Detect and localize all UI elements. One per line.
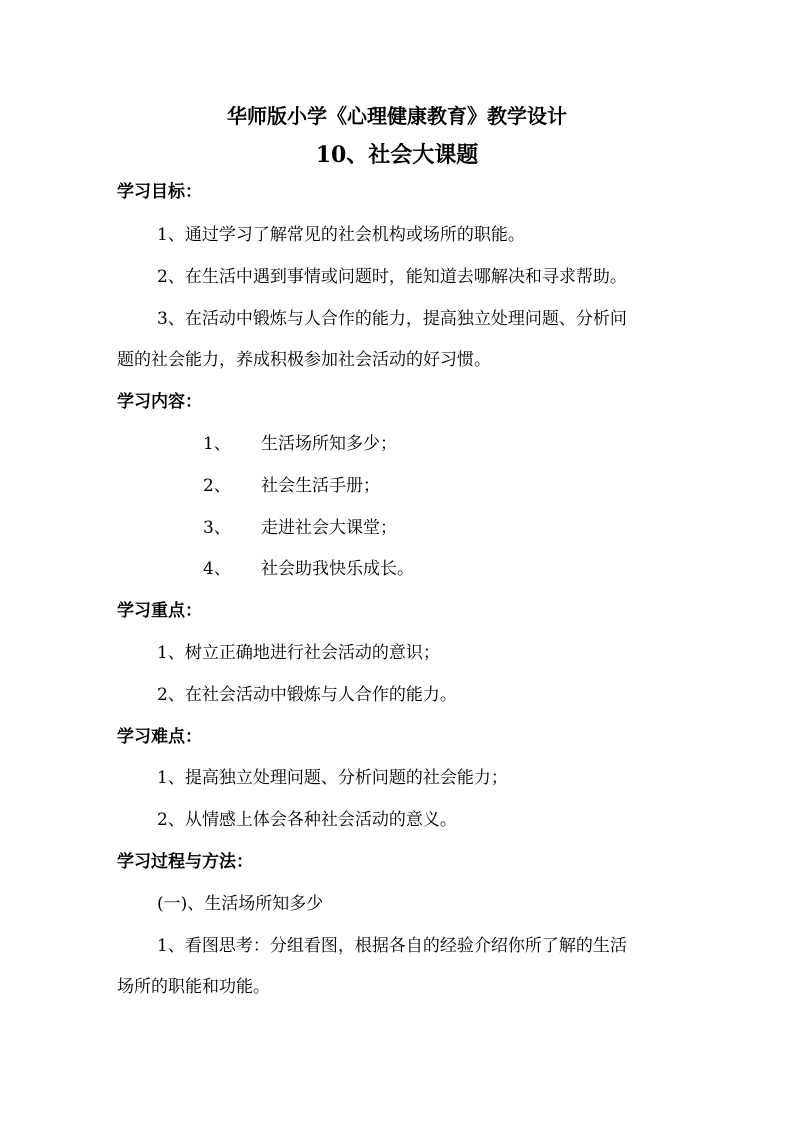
content-item: [203, 557, 414, 581]
lesson-title: 10、社会大课题: [315, 142, 479, 168]
goals-heading: 学习目标：: [117, 182, 202, 202]
process-subheading: (一)、生活场所知多少: [157, 894, 324, 914]
content-item: [203, 516, 397, 540]
key-point-item: 1、树立正确地进行社会活动的意识；: [157, 643, 440, 663]
content-item-number: 3、: [203, 518, 231, 538]
content-item: [203, 474, 380, 498]
content-heading: 学习内容：: [117, 392, 202, 412]
document-title: 华师版小学《心理健康教育》教学设计: [227, 104, 567, 128]
process-item-continuation: 场所的职能和功能。: [117, 977, 270, 997]
content-item-number: 2、: [203, 476, 231, 496]
goal-item: 1、通过学习了解常见的社会机构或场所的职能。: [157, 225, 525, 245]
content-item-text: 走进社会大课堂；: [261, 518, 397, 538]
goal-item: 2、在生活中遇到事情或问题时，能知道去哪解决和寻求帮助。: [157, 267, 627, 287]
content-item-number: 4、: [203, 559, 231, 579]
difficulties-heading: 学习难点：: [117, 727, 202, 747]
content-item-text: 社会助我快乐成长。: [261, 559, 414, 579]
process-item: 1、看图思考：分组看图，根据各自的经验介绍你所了解的生活: [157, 936, 627, 956]
content-item-number: 1、: [203, 434, 231, 454]
goal-item-continuation: 题的社会能力，养成积极参加社会活动的好习惯。: [117, 350, 491, 370]
key-points-heading: 学习重点：: [117, 601, 202, 621]
content-item-text: 社会生活手册；: [261, 476, 380, 496]
key-point-item: 2、在社会活动中锻炼与人合作的能力。: [157, 685, 457, 705]
process-heading: 学习过程与方法：: [117, 852, 253, 872]
content-item: [203, 432, 397, 456]
content-item-text: 生活场所知多少；: [261, 434, 397, 454]
difficulty-item: 1、提高独立处理问题、分析问题的社会能力；: [157, 768, 508, 788]
goal-item: 3、在活动中锻炼与人合作的能力，提高独立处理问题、分析问: [157, 309, 627, 329]
difficulty-item: 2、从情感上体会各种社会活动的意义。: [157, 810, 457, 830]
